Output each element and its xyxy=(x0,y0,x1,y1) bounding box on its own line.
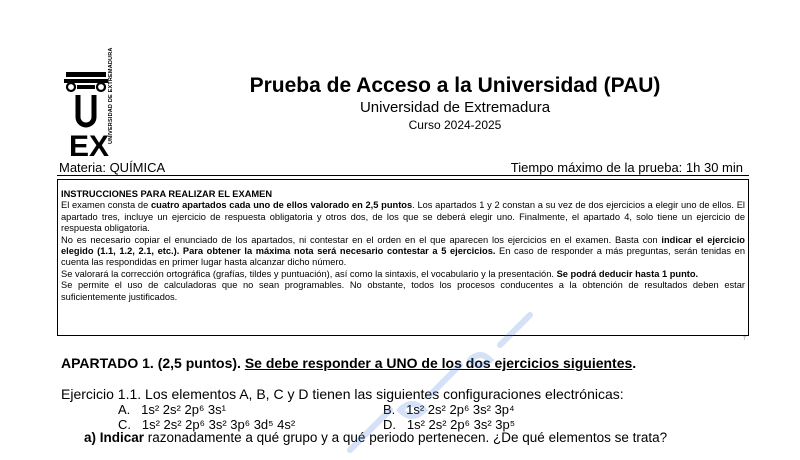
option-a-letter: A. xyxy=(118,402,131,417)
option-b-letter: B. xyxy=(383,402,396,417)
instructions-paragraph-2: No es necesario copiar el enunciado de los apartados, ni contestar en el orden en el que aparecen los ejercicios en el examen. Basta con indicar el ejercicio elegido (1.1, 1.2, 2.1, etc.). Para obtener la máxima nota será necesario contestar a 5 ejercicios. En caso de responder a más preguntas, serán tenidas en cuenta las respondidas en primer lugar hasta alcanzar dicho número. xyxy=(61,234,745,268)
header-divider xyxy=(57,175,749,176)
logo-wordmark: UNIVERSIDAD DE EXTREMADURA xyxy=(108,47,114,144)
option-c-config: 1s² 2s² 2p⁶ 3s² 3p⁶ 3d⁵ 4s² xyxy=(141,417,296,432)
subject-label: Materia: QUÍMICA xyxy=(59,160,166,175)
option-a xyxy=(118,402,226,417)
option-a-config: 1s² 2s² 2p⁶ 3s¹ xyxy=(141,402,226,417)
time-limit-label: Tiempo máximo de la prueba: 1h 30 min xyxy=(510,160,743,175)
instructions-paragraph-3: Se valorará la corrección ortográfica (grafías, tildes y puntuación), así como la sintaxis, el vocabulario y la presentación. Se podrá deducir hasta 1 punto. xyxy=(61,268,699,279)
option-b-config: 1s² 2s² 2p⁶ 3s² 3p⁴ xyxy=(406,402,515,417)
exercise-part-a: a) Indicar razonadamente a qué grupo y a qué periodo pertenecen. ¿De qué elementos se trata? xyxy=(84,430,668,445)
page-subtitle: Universidad de Extremadura xyxy=(359,99,551,116)
section-heading: APARTADO 1. (2,5 puntos). Se debe responder a UNO de los dos ejercicios siguientes. xyxy=(61,355,637,371)
instructions-paragraph-1: El examen consta de cuatro apartados cada uno de ellos valorado en 2,5 puntos. Los apartados 1 y 2 constan a su vez de dos ejercicios a elegir uno de ellos. El apartado tres, incluye un ejercicio de respuesta obligatoria y otros dos, de los que se deberá elegir uno. Finalmente, el apartado 4, solo tiene un ejercicio de respuesta obligatoria. xyxy=(61,200,745,234)
svg-text:EX: EX xyxy=(69,130,110,160)
option-c-letter: C. xyxy=(118,417,131,432)
option-d-config: 1s² 2s² 2p⁶ 3s² 3p⁵ xyxy=(406,417,516,432)
page-title: Prueba de Acceso a la Universidad (PAU) xyxy=(249,74,661,97)
page-tick-mark: 7 xyxy=(743,336,746,342)
exercise-statement: Ejercicio 1.1. Los elementos A, B, C y D tienen las siguientes configuraciones electrónicas: xyxy=(61,386,624,402)
course-label: Curso 2024-2025 xyxy=(408,118,502,132)
option-b xyxy=(383,402,515,417)
option-d-letter: D. xyxy=(383,417,396,432)
instructions-box xyxy=(57,179,749,336)
instructions-heading: INSTRUCCIONES PARA REALIZAR EL EXAMEN xyxy=(61,189,273,199)
instructions-paragraph-4: Se permite el uso de calculadoras que no sean programables. No obstante, todos los procesos conducentes a la obtención de resultados deben estar suficientemente justificados. xyxy=(61,280,745,302)
